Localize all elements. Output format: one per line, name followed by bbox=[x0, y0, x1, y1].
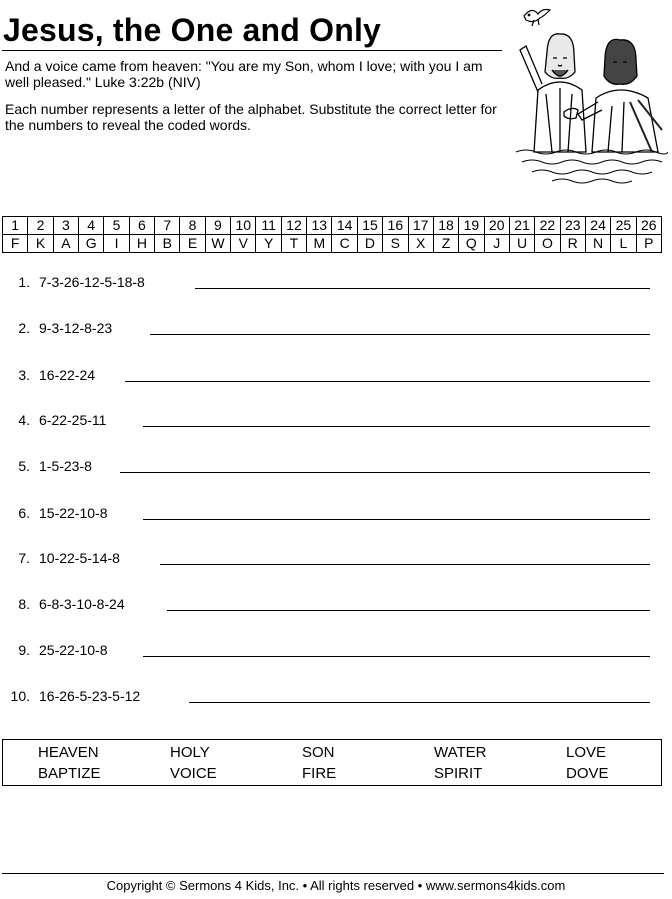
cipher-letter-cell: C bbox=[332, 235, 357, 253]
answer-line[interactable] bbox=[120, 472, 650, 473]
coded-word: 25-22-10-8 bbox=[39, 642, 108, 658]
coded-word: 16-22-24 bbox=[39, 367, 96, 383]
footer-divider bbox=[2, 873, 664, 874]
page-title: Jesus, the One and Only bbox=[3, 12, 382, 48]
john-figure bbox=[578, 39, 662, 152]
cipher-letter-cell: R bbox=[560, 235, 585, 253]
cipher-number-cell: 20 bbox=[484, 217, 509, 235]
cipher-letter-cell: E bbox=[180, 235, 205, 253]
coded-word: 1-5-23-8 bbox=[39, 458, 92, 474]
cipher-number-cell: 18 bbox=[433, 217, 458, 235]
cipher-letter-cell: H bbox=[129, 235, 154, 253]
question-row bbox=[0, 271, 660, 293]
answer-line[interactable] bbox=[150, 334, 650, 335]
cipher-letter-cell: A bbox=[53, 235, 78, 253]
answer-line[interactable] bbox=[125, 381, 650, 382]
cipher-number-cell: 5 bbox=[104, 217, 129, 235]
title-divider bbox=[2, 50, 502, 51]
question-row bbox=[0, 685, 660, 707]
word-bank-item: HEAVEN bbox=[38, 744, 99, 761]
cipher-letter-cell: M bbox=[307, 235, 332, 253]
question-number: 4. bbox=[18, 412, 30, 428]
cipher-number-cell: 9 bbox=[205, 217, 230, 235]
cipher-letter-cell: K bbox=[28, 235, 53, 253]
cipher-letter-cell: T bbox=[281, 235, 306, 253]
cipher-number-cell: 3 bbox=[53, 217, 78, 235]
question-number: 8. bbox=[18, 596, 30, 612]
word-bank-item: FIRE bbox=[302, 765, 337, 782]
water bbox=[516, 150, 668, 183]
cipher-number-cell: 15 bbox=[357, 217, 382, 235]
question-number: 3. bbox=[18, 367, 30, 383]
coded-word: 6-22-25-11 bbox=[39, 412, 107, 428]
cipher-number-cell: 23 bbox=[560, 217, 585, 235]
cipher-letter-cell: D bbox=[357, 235, 382, 253]
answer-line[interactable] bbox=[167, 610, 650, 611]
cipher-number-cell: 21 bbox=[509, 217, 534, 235]
cipher-letter-cell: O bbox=[535, 235, 560, 253]
cipher-number-cell: 11 bbox=[256, 217, 281, 235]
baptism-illustration bbox=[512, 2, 668, 185]
coded-word: 7-3-26-12-5-18-8 bbox=[39, 274, 145, 290]
cipher-letter-cell: Y bbox=[256, 235, 281, 253]
question-row bbox=[0, 547, 660, 569]
coded-word: 9-3-12-8-23 bbox=[39, 320, 113, 336]
question-row bbox=[0, 639, 660, 661]
cipher-number-cell: 4 bbox=[79, 217, 104, 235]
cipher-key-table bbox=[2, 216, 662, 253]
question-row bbox=[0, 593, 660, 615]
cipher-letter-row bbox=[3, 235, 662, 253]
cipher-letter-cell: F bbox=[3, 235, 28, 253]
answer-line[interactable] bbox=[143, 519, 650, 520]
cipher-letter-cell: J bbox=[484, 235, 509, 253]
cipher-number-cell: 13 bbox=[307, 217, 332, 235]
coded-word: 10-22-5-14-8 bbox=[39, 550, 120, 566]
cipher-letter-cell: X bbox=[408, 235, 433, 253]
bible-verse: And a voice came from heaven: "You are my Son, whom I love; with you I am well pleased." Luke 3:22b (NIV) bbox=[5, 58, 483, 90]
question-number: 2. bbox=[18, 320, 30, 336]
word-bank-item: HOLY bbox=[170, 744, 210, 761]
coded-word: 6-8-3-10-8-24 bbox=[39, 596, 125, 612]
cipher-letter-cell: S bbox=[383, 235, 408, 253]
question-row bbox=[0, 317, 660, 339]
coded-word: 16-26-5-23-5-12 bbox=[39, 688, 141, 704]
dove-icon bbox=[524, 10, 550, 27]
instructions: Each number represents a letter of the alphabet. Substitute the correct letter for the numbers to reveal the coded words. bbox=[5, 101, 497, 133]
cipher-number-cell: 16 bbox=[383, 217, 408, 235]
cipher-letter-cell: I bbox=[104, 235, 129, 253]
cipher-number-cell: 17 bbox=[408, 217, 433, 235]
jesus-figure bbox=[520, 34, 586, 152]
coded-word: 15-22-10-8 bbox=[39, 505, 108, 521]
cipher-number-row bbox=[3, 217, 662, 235]
cipher-letter-cell: P bbox=[636, 235, 661, 253]
answer-line[interactable] bbox=[143, 656, 650, 657]
cipher-letter-cell: U bbox=[509, 235, 534, 253]
word-bank-item: SON bbox=[302, 744, 335, 761]
question-number: 5. bbox=[18, 458, 30, 474]
answer-line[interactable] bbox=[195, 288, 650, 289]
cipher-letter-cell: B bbox=[155, 235, 180, 253]
question-number: 7. bbox=[18, 550, 30, 566]
word-bank-item: WATER bbox=[434, 744, 487, 761]
cipher-letter-cell: W bbox=[205, 235, 230, 253]
cipher-number-cell: 25 bbox=[611, 217, 636, 235]
word-bank-item: VOICE bbox=[170, 765, 217, 782]
cipher-letter-cell: N bbox=[585, 235, 610, 253]
answer-line[interactable] bbox=[143, 426, 650, 427]
cipher-number-cell: 7 bbox=[155, 217, 180, 235]
cipher-number-cell: 26 bbox=[636, 217, 661, 235]
cipher-number-cell: 6 bbox=[129, 217, 154, 235]
copyright-footer: Copyright © Sermons 4 Kids, Inc. • All rights reserved • www.sermons4kids.com bbox=[106, 878, 566, 893]
answer-line[interactable] bbox=[189, 702, 650, 703]
cipher-letter-cell: V bbox=[231, 235, 256, 253]
cipher-number-cell: 14 bbox=[332, 217, 357, 235]
cipher-letter-cell: G bbox=[79, 235, 104, 253]
question-number: 6. bbox=[18, 505, 30, 521]
cipher-letter-cell: L bbox=[611, 235, 636, 253]
cipher-letter-cell: Q bbox=[459, 235, 484, 253]
cipher-number-cell: 10 bbox=[231, 217, 256, 235]
question-row bbox=[0, 364, 660, 386]
question-row bbox=[0, 409, 660, 431]
cipher-number-cell: 22 bbox=[535, 217, 560, 235]
cipher-letter-cell: Z bbox=[433, 235, 458, 253]
word-bank bbox=[2, 739, 662, 786]
word-bank-item: DOVE bbox=[566, 765, 609, 782]
cipher-number-cell: 24 bbox=[585, 217, 610, 235]
question-number: 9. bbox=[18, 642, 30, 658]
question-row bbox=[0, 502, 660, 524]
word-bank-item: SPIRIT bbox=[434, 765, 483, 782]
cipher-number-cell: 2 bbox=[28, 217, 53, 235]
word-bank-item: LOVE bbox=[566, 744, 607, 761]
question-number: 10. bbox=[10, 688, 30, 704]
cipher-number-cell: 8 bbox=[180, 217, 205, 235]
cipher-number-cell: 19 bbox=[459, 217, 484, 235]
cipher-number-cell: 12 bbox=[281, 217, 306, 235]
cipher-number-cell: 1 bbox=[3, 217, 28, 235]
question-row bbox=[0, 455, 660, 477]
word-bank-item: BAPTIZE bbox=[38, 765, 101, 782]
question-number: 1. bbox=[18, 274, 30, 290]
answer-line[interactable] bbox=[160, 564, 650, 565]
